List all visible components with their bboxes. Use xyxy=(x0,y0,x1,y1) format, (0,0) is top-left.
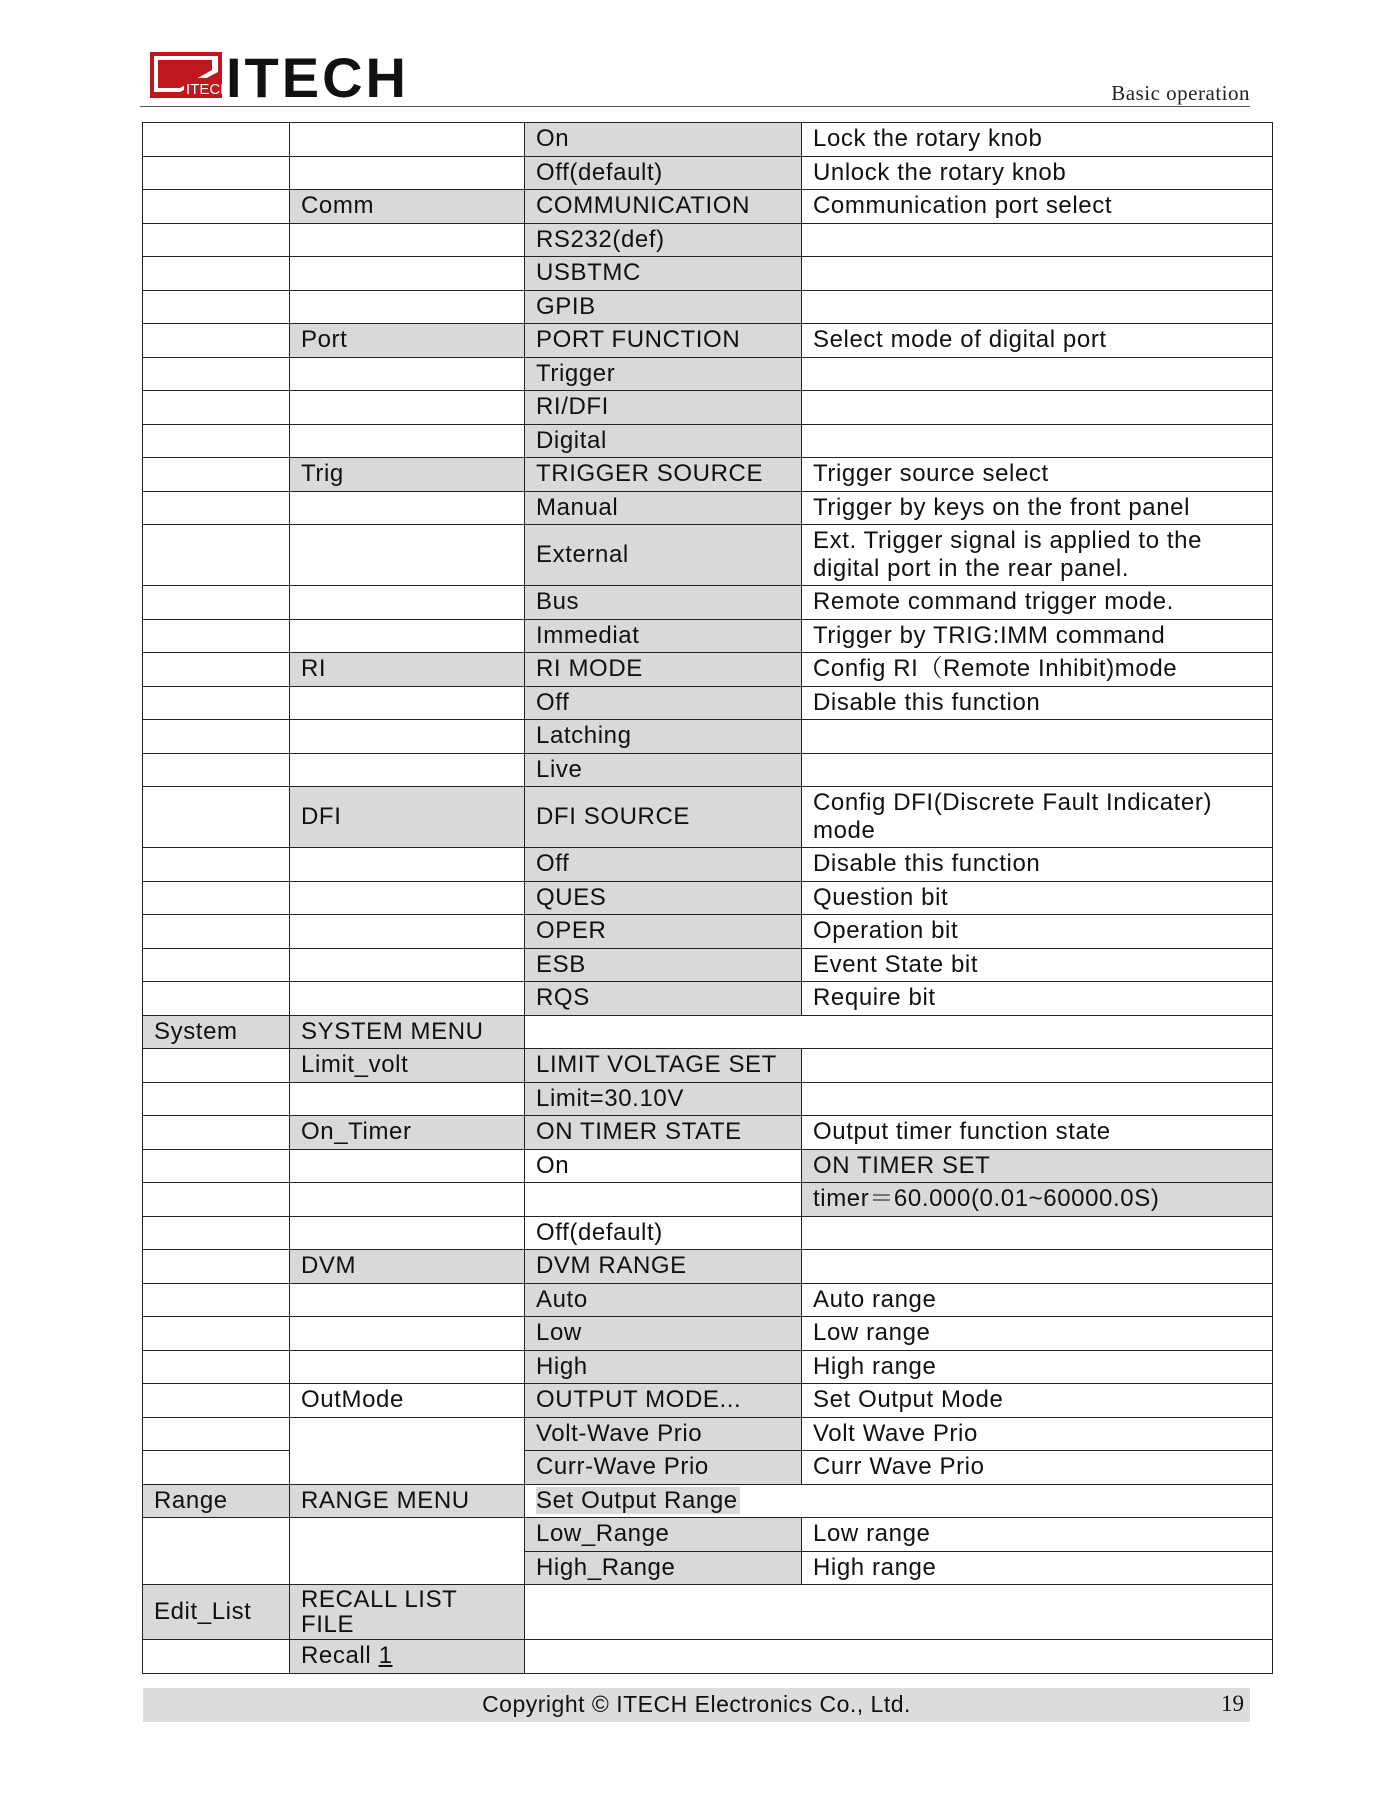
col-main xyxy=(143,491,290,525)
col-submenu xyxy=(290,1082,525,1116)
col-option: RI MODE xyxy=(525,653,802,687)
col-main xyxy=(143,1116,290,1150)
table-row xyxy=(143,1640,1273,1674)
col-submenu xyxy=(290,686,525,720)
col-option: High xyxy=(525,1350,802,1384)
page-header xyxy=(140,40,1250,110)
table-row xyxy=(143,1417,1273,1451)
col-description: High range xyxy=(802,1350,1273,1384)
col-description xyxy=(802,257,1273,291)
table-row xyxy=(143,1149,1273,1183)
table-row xyxy=(143,491,1273,525)
col-main xyxy=(143,653,290,687)
col-main xyxy=(143,619,290,653)
col-description xyxy=(802,720,1273,754)
table-row xyxy=(143,424,1273,458)
col-option: Digital xyxy=(525,424,802,458)
col-main xyxy=(143,787,290,848)
col-option: Curr-Wave Prio xyxy=(525,1451,802,1485)
col-submenu xyxy=(290,948,525,982)
col-description: Select mode of digital port xyxy=(802,324,1273,358)
col-description: Volt Wave Prio xyxy=(802,1417,1273,1451)
col-option: Trigger xyxy=(525,357,802,391)
col-description: Config DFI(Discrete Fault Indicater) mode xyxy=(802,787,1273,848)
col-description xyxy=(802,753,1273,787)
col-description: Communication port select xyxy=(802,190,1273,224)
col-main xyxy=(143,982,290,1016)
col-description xyxy=(802,223,1273,257)
table-row xyxy=(143,1250,1273,1284)
col-main xyxy=(143,948,290,982)
col-submenu xyxy=(290,1350,525,1384)
col-description: ON TIMER SET xyxy=(802,1149,1273,1183)
col-option: DFI SOURCE xyxy=(525,787,802,848)
col-submenu xyxy=(290,1149,525,1183)
col-main xyxy=(143,1518,290,1585)
table-row xyxy=(143,257,1273,291)
col-option xyxy=(525,1015,1273,1049)
table-row xyxy=(143,686,1273,720)
col-main: Range xyxy=(143,1484,290,1518)
col-submenu xyxy=(290,720,525,754)
col-option: Off xyxy=(525,686,802,720)
table-row xyxy=(143,1317,1273,1351)
col-submenu xyxy=(290,1417,525,1484)
col-option: COMMUNICATION xyxy=(525,190,802,224)
col-submenu: DFI xyxy=(290,787,525,848)
table-row xyxy=(143,1049,1273,1083)
col-option: Limit=30.10V xyxy=(525,1082,802,1116)
col-main xyxy=(143,391,290,425)
col-option: PORT FUNCTION xyxy=(525,324,802,358)
col-main xyxy=(143,686,290,720)
col-main xyxy=(143,1250,290,1284)
col-option: RS232(def) xyxy=(525,223,802,257)
col-submenu xyxy=(290,1283,525,1317)
table-row xyxy=(143,290,1273,324)
col-main xyxy=(143,1640,290,1674)
col-main xyxy=(143,290,290,324)
col-submenu xyxy=(290,586,525,620)
header-divider xyxy=(140,106,1250,107)
col-option: TRIGGER SOURCE xyxy=(525,458,802,492)
col-main xyxy=(143,1183,290,1217)
col-submenu xyxy=(290,1317,525,1351)
table-row xyxy=(143,223,1273,257)
col-option: Off(default) xyxy=(525,156,802,190)
table-row xyxy=(143,982,1273,1016)
col-description: Question bit xyxy=(802,881,1273,915)
col-submenu xyxy=(290,1183,525,1217)
table-row xyxy=(143,123,1273,157)
col-main xyxy=(143,1384,290,1418)
col-submenu xyxy=(290,982,525,1016)
col-submenu xyxy=(290,424,525,458)
col-main xyxy=(143,1317,290,1351)
table-row xyxy=(143,1183,1273,1217)
table-row xyxy=(143,848,1273,882)
table-row xyxy=(143,881,1273,915)
table-row xyxy=(143,1350,1273,1384)
col-main xyxy=(143,1049,290,1083)
table-row xyxy=(143,653,1273,687)
table-row xyxy=(143,1484,1273,1518)
col-option: DVM RANGE xyxy=(525,1250,802,1284)
col-option: Off(default) xyxy=(525,1216,802,1250)
table-row xyxy=(143,1216,1273,1250)
col-option xyxy=(525,1183,802,1217)
col-main xyxy=(143,1216,290,1250)
table-row xyxy=(143,1518,1273,1552)
col-main xyxy=(143,257,290,291)
col-description xyxy=(802,1250,1273,1284)
col-submenu: DVM xyxy=(290,1250,525,1284)
col-submenu: RANGE MENU xyxy=(290,1484,525,1518)
col-description: Remote command trigger mode. xyxy=(802,586,1273,620)
col-description xyxy=(802,1216,1273,1250)
col-submenu: Limit_volt xyxy=(290,1049,525,1083)
col-main xyxy=(143,586,290,620)
col-option: Latching xyxy=(525,720,802,754)
col-option: ON TIMER STATE xyxy=(525,1116,802,1150)
col-submenu xyxy=(290,619,525,653)
col-description: Ext. Trigger signal is applied to the digital port in the rear panel. xyxy=(802,525,1273,586)
col-main xyxy=(143,190,290,224)
col-option: External xyxy=(525,525,802,586)
col-submenu xyxy=(290,223,525,257)
col-option: USBTMC xyxy=(525,257,802,291)
col-option: On xyxy=(525,123,802,157)
col-main: Edit_List xyxy=(143,1585,290,1640)
col-main xyxy=(143,848,290,882)
col-submenu xyxy=(290,357,525,391)
col-option: QUES xyxy=(525,881,802,915)
col-option: Manual xyxy=(525,491,802,525)
col-main xyxy=(143,156,290,190)
table-row xyxy=(143,190,1273,224)
table-row xyxy=(143,753,1273,787)
col-main xyxy=(143,357,290,391)
table-row xyxy=(143,915,1273,949)
col-option: Live xyxy=(525,753,802,787)
col-submenu xyxy=(290,1640,525,1674)
col-submenu xyxy=(290,753,525,787)
table-row xyxy=(143,619,1273,653)
table-row xyxy=(143,156,1273,190)
col-submenu: RI xyxy=(290,653,525,687)
col-main xyxy=(143,1451,290,1485)
col-description: Config RI（Remote Inhibit)mode xyxy=(802,653,1273,687)
table-row xyxy=(143,586,1273,620)
col-main xyxy=(143,720,290,754)
col-option: High_Range xyxy=(525,1551,802,1585)
recall-number: 1 xyxy=(378,1642,393,1670)
table-row xyxy=(143,1283,1273,1317)
col-description: Output timer function state xyxy=(802,1116,1273,1150)
col-main xyxy=(143,881,290,915)
col-submenu xyxy=(290,1216,525,1250)
col-main xyxy=(143,123,290,157)
col-option: Low xyxy=(525,1317,802,1351)
col-submenu: Trig xyxy=(290,458,525,492)
col-submenu xyxy=(290,525,525,586)
col-submenu xyxy=(290,391,525,425)
col-submenu: On_Timer xyxy=(290,1116,525,1150)
col-option: LIMIT VOLTAGE SET xyxy=(525,1049,802,1083)
table-row xyxy=(143,1585,1273,1640)
col-main xyxy=(143,1350,290,1384)
col-submenu xyxy=(290,491,525,525)
col-submenu xyxy=(290,1518,525,1585)
col-description: Require bit xyxy=(802,982,1273,1016)
col-submenu xyxy=(290,881,525,915)
col-description xyxy=(802,1082,1273,1116)
col-submenu xyxy=(290,257,525,291)
col-description: Lock the rotary knob xyxy=(802,123,1273,157)
col-description: Set Output Mode xyxy=(802,1384,1273,1418)
col-submenu: Comm xyxy=(290,190,525,224)
col-description: Curr Wave Prio xyxy=(802,1451,1273,1485)
col-description: Event State bit xyxy=(802,948,1273,982)
col-option: OPER xyxy=(525,915,802,949)
table-row xyxy=(143,1015,1273,1049)
col-description: High range xyxy=(802,1551,1273,1585)
col-main xyxy=(143,458,290,492)
col-submenu xyxy=(290,123,525,157)
col-description: Unlock the rotary knob xyxy=(802,156,1273,190)
col-description: Low range xyxy=(802,1317,1273,1351)
table-row xyxy=(143,391,1273,425)
table-row xyxy=(143,1082,1273,1116)
col-main xyxy=(143,753,290,787)
col-main xyxy=(143,915,290,949)
col-description: Low range xyxy=(802,1518,1273,1552)
col-submenu xyxy=(290,290,525,324)
col-submenu: Port xyxy=(290,324,525,358)
col-description: Auto range xyxy=(802,1283,1273,1317)
col-description: Disable this function xyxy=(802,848,1273,882)
table-row xyxy=(143,324,1273,358)
table-row xyxy=(143,787,1273,848)
logo-brand-text: ITECH xyxy=(226,46,409,104)
col-option: Low_Range xyxy=(525,1518,802,1552)
col-description xyxy=(802,391,1273,425)
col-submenu: RECALL LIST FILE xyxy=(290,1585,525,1640)
col-main xyxy=(143,324,290,358)
col-option: RQS xyxy=(525,982,802,1016)
col-description: Operation bit xyxy=(802,915,1273,949)
col-submenu xyxy=(290,848,525,882)
col-option: OUTPUT MODE... xyxy=(525,1384,802,1418)
col-main xyxy=(143,424,290,458)
col-description: Trigger by keys on the front panel xyxy=(802,491,1273,525)
col-description xyxy=(802,290,1273,324)
col-option: Bus xyxy=(525,586,802,620)
col-main xyxy=(143,223,290,257)
col-description: Disable this function xyxy=(802,686,1273,720)
col-option xyxy=(525,1585,1273,1640)
col-main xyxy=(143,1149,290,1183)
table-row xyxy=(143,948,1273,982)
col-submenu: OutMode xyxy=(290,1384,525,1418)
col-main xyxy=(143,1283,290,1317)
table-row xyxy=(143,1384,1273,1418)
itech-logo xyxy=(150,46,460,104)
col-option: ESB xyxy=(525,948,802,982)
col-description: Trigger by TRIG:IMM command xyxy=(802,619,1273,653)
col-main xyxy=(143,1417,290,1451)
logo-badge-text: ITECH xyxy=(186,81,231,98)
col-option: Immediat xyxy=(525,619,802,653)
copyright-text: Copyright © ITECH Electronics Co., Ltd. xyxy=(482,1691,911,1717)
col-submenu xyxy=(290,915,525,949)
page-number: 19 xyxy=(1221,1691,1244,1716)
col-option xyxy=(525,1640,1273,1674)
col-main xyxy=(143,525,290,586)
col-description xyxy=(802,357,1273,391)
table-row xyxy=(143,525,1273,586)
col-option: RI/DFI xyxy=(525,391,802,425)
col-main xyxy=(143,1082,290,1116)
table-row xyxy=(143,357,1273,391)
page-footer xyxy=(143,1688,1250,1722)
col-option xyxy=(525,1484,1273,1518)
table-row xyxy=(143,458,1273,492)
col-option: On xyxy=(525,1149,802,1183)
recall-label: Recall xyxy=(301,1642,372,1670)
col-option: Off xyxy=(525,848,802,882)
col-description xyxy=(802,424,1273,458)
col-main: System xyxy=(143,1015,290,1049)
menu-table xyxy=(142,122,1272,1674)
col-option: Volt-Wave Prio xyxy=(525,1417,802,1451)
section-title: Basic operation xyxy=(1111,81,1250,105)
col-description: timer＝60.000(0.01~60000.0S) xyxy=(802,1183,1273,1217)
col-submenu xyxy=(290,156,525,190)
col-option: GPIB xyxy=(525,290,802,324)
set-output-range-label: Set Output Range xyxy=(536,1486,738,1514)
col-submenu: SYSTEM MENU xyxy=(290,1015,525,1049)
col-option: Auto xyxy=(525,1283,802,1317)
col-description xyxy=(802,1049,1273,1083)
table-row xyxy=(143,720,1273,754)
table-row xyxy=(143,1116,1273,1150)
col-description: Trigger source select xyxy=(802,458,1273,492)
